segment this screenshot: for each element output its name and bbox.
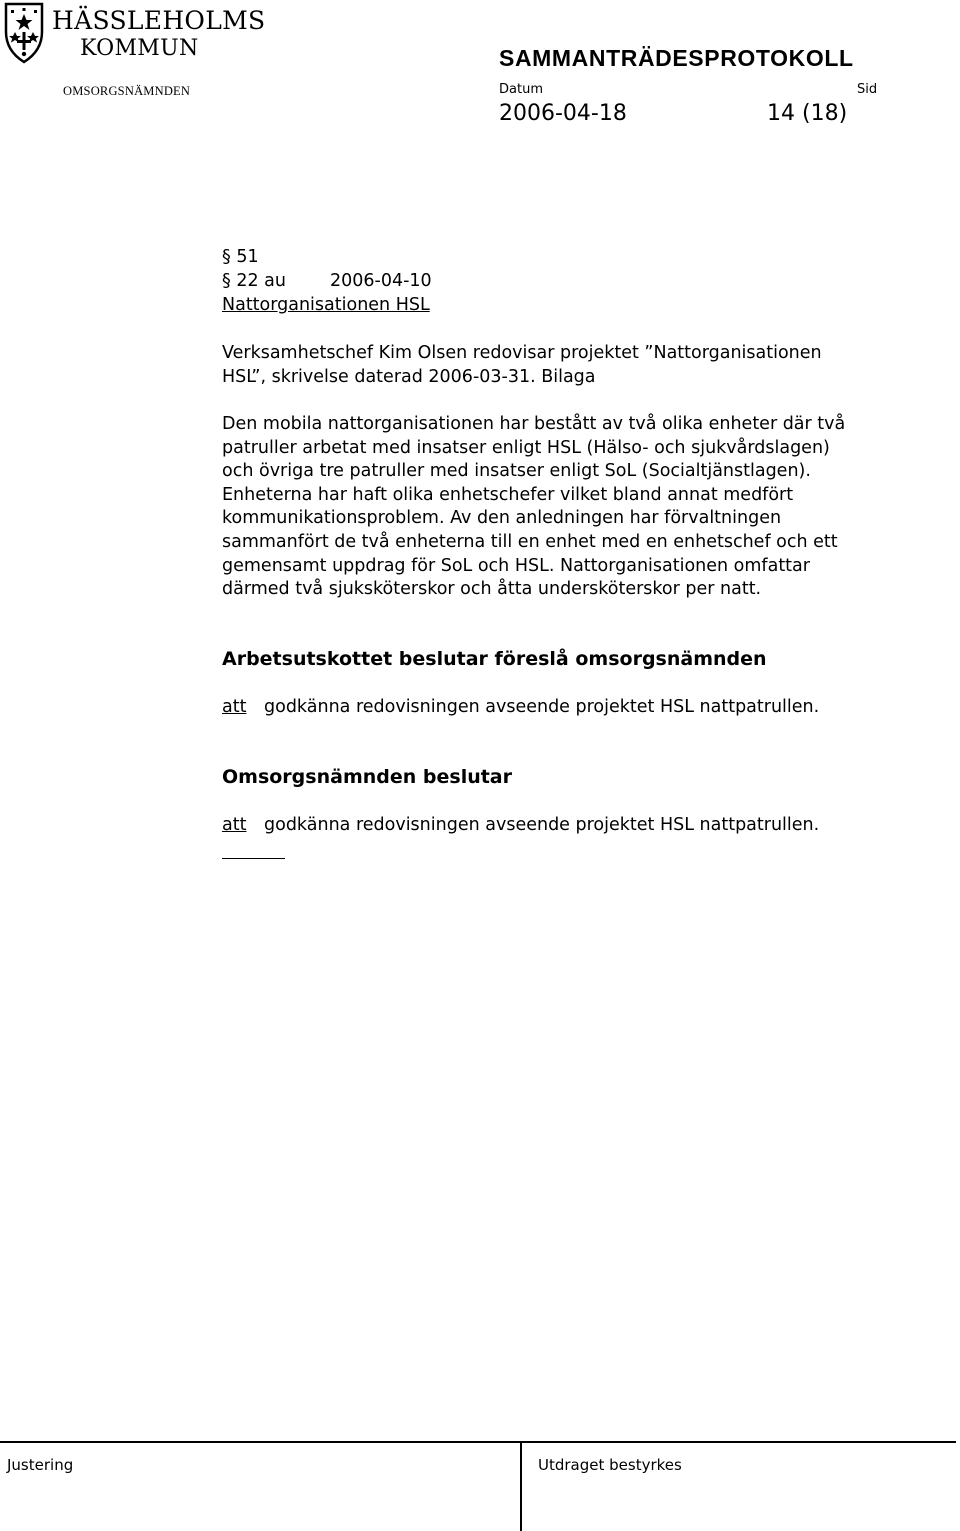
item-title: Nattorganisationen HSL xyxy=(222,295,430,315)
decision-text: godkänna redovisningen avseende projektet HSL nattpatrullen. xyxy=(264,815,820,835)
page-value: 14 (18) xyxy=(767,101,848,126)
footer-justering: Justering xyxy=(7,1456,74,1474)
body-line: kommunikationsproblem. Av den anledningen har förvaltningen xyxy=(222,508,782,529)
decision-clause xyxy=(222,814,819,838)
body-line: gemensamt uppdrag för SoL och HSL. Nattorganisationen omfattar xyxy=(222,555,810,576)
paragraph-ref: § 51 xyxy=(222,247,259,267)
date-label: Datum xyxy=(499,82,543,97)
reference-date: 2006-04-10 xyxy=(329,271,432,291)
proposal-heading: Arbetsutskottet beslutar föreslå omsorgsnämnden xyxy=(222,648,767,670)
intro-line: Verksamhetschef Kim Olsen redovisar projektet ”Nattorganisationen xyxy=(222,343,822,363)
org-name-line1: HÄSSLEHOLMS xyxy=(52,6,266,35)
body-line: Enheterna har haft olika enhetschefer vilket bland annat medfört xyxy=(222,484,794,505)
footer-rule xyxy=(0,1441,956,1443)
reference-line xyxy=(222,270,432,294)
footer-divider xyxy=(520,1441,522,1531)
intro-line: HSL”, skrivelse daterad 2006-03-31. Bilaga xyxy=(222,366,596,387)
committee-name: OMSORGSNÄMNDEN xyxy=(63,84,191,98)
body-line: sammanfört de två enheterna till en enhet med en enhetschef och ett xyxy=(222,531,838,552)
date-value: 2006-04-18 xyxy=(499,101,627,126)
body-line: därmed två sjuksköterskor och åtta undersköterskor per natt. xyxy=(222,579,762,600)
proposal-clause xyxy=(222,696,819,720)
intro-paragraph xyxy=(222,342,922,389)
decision-heading: Omsorgsnämnden beslutar xyxy=(222,766,513,788)
att-word: att xyxy=(222,815,247,835)
proposal-text: godkänna redovisningen avseende projektet HSL nattpatrullen. xyxy=(264,697,820,717)
org-name-line2: KOMMUN xyxy=(80,36,199,61)
end-rule xyxy=(222,858,285,859)
body-line: Den mobila nattorganisationen har bestått av två olika enheter där två xyxy=(222,414,846,434)
body-line: patruller arbetat med insatser enligt HSL (Hälso- och sjukvårdslagen) xyxy=(222,437,830,458)
footer-utdrag: Utdraget bestyrkes xyxy=(538,1456,682,1474)
document-type: SAMMANTRÄDESPROTOKOLL xyxy=(499,45,854,71)
body-paragraph xyxy=(222,413,942,602)
page-label: Sid xyxy=(857,82,878,97)
reference-au: § 22 au xyxy=(222,271,286,291)
coat-of-arms-icon xyxy=(2,2,46,64)
att-word: att xyxy=(222,697,247,717)
body-line: och övriga tre patruller med insatser enligt SoL (Socialtjänstlagen). xyxy=(222,461,811,482)
